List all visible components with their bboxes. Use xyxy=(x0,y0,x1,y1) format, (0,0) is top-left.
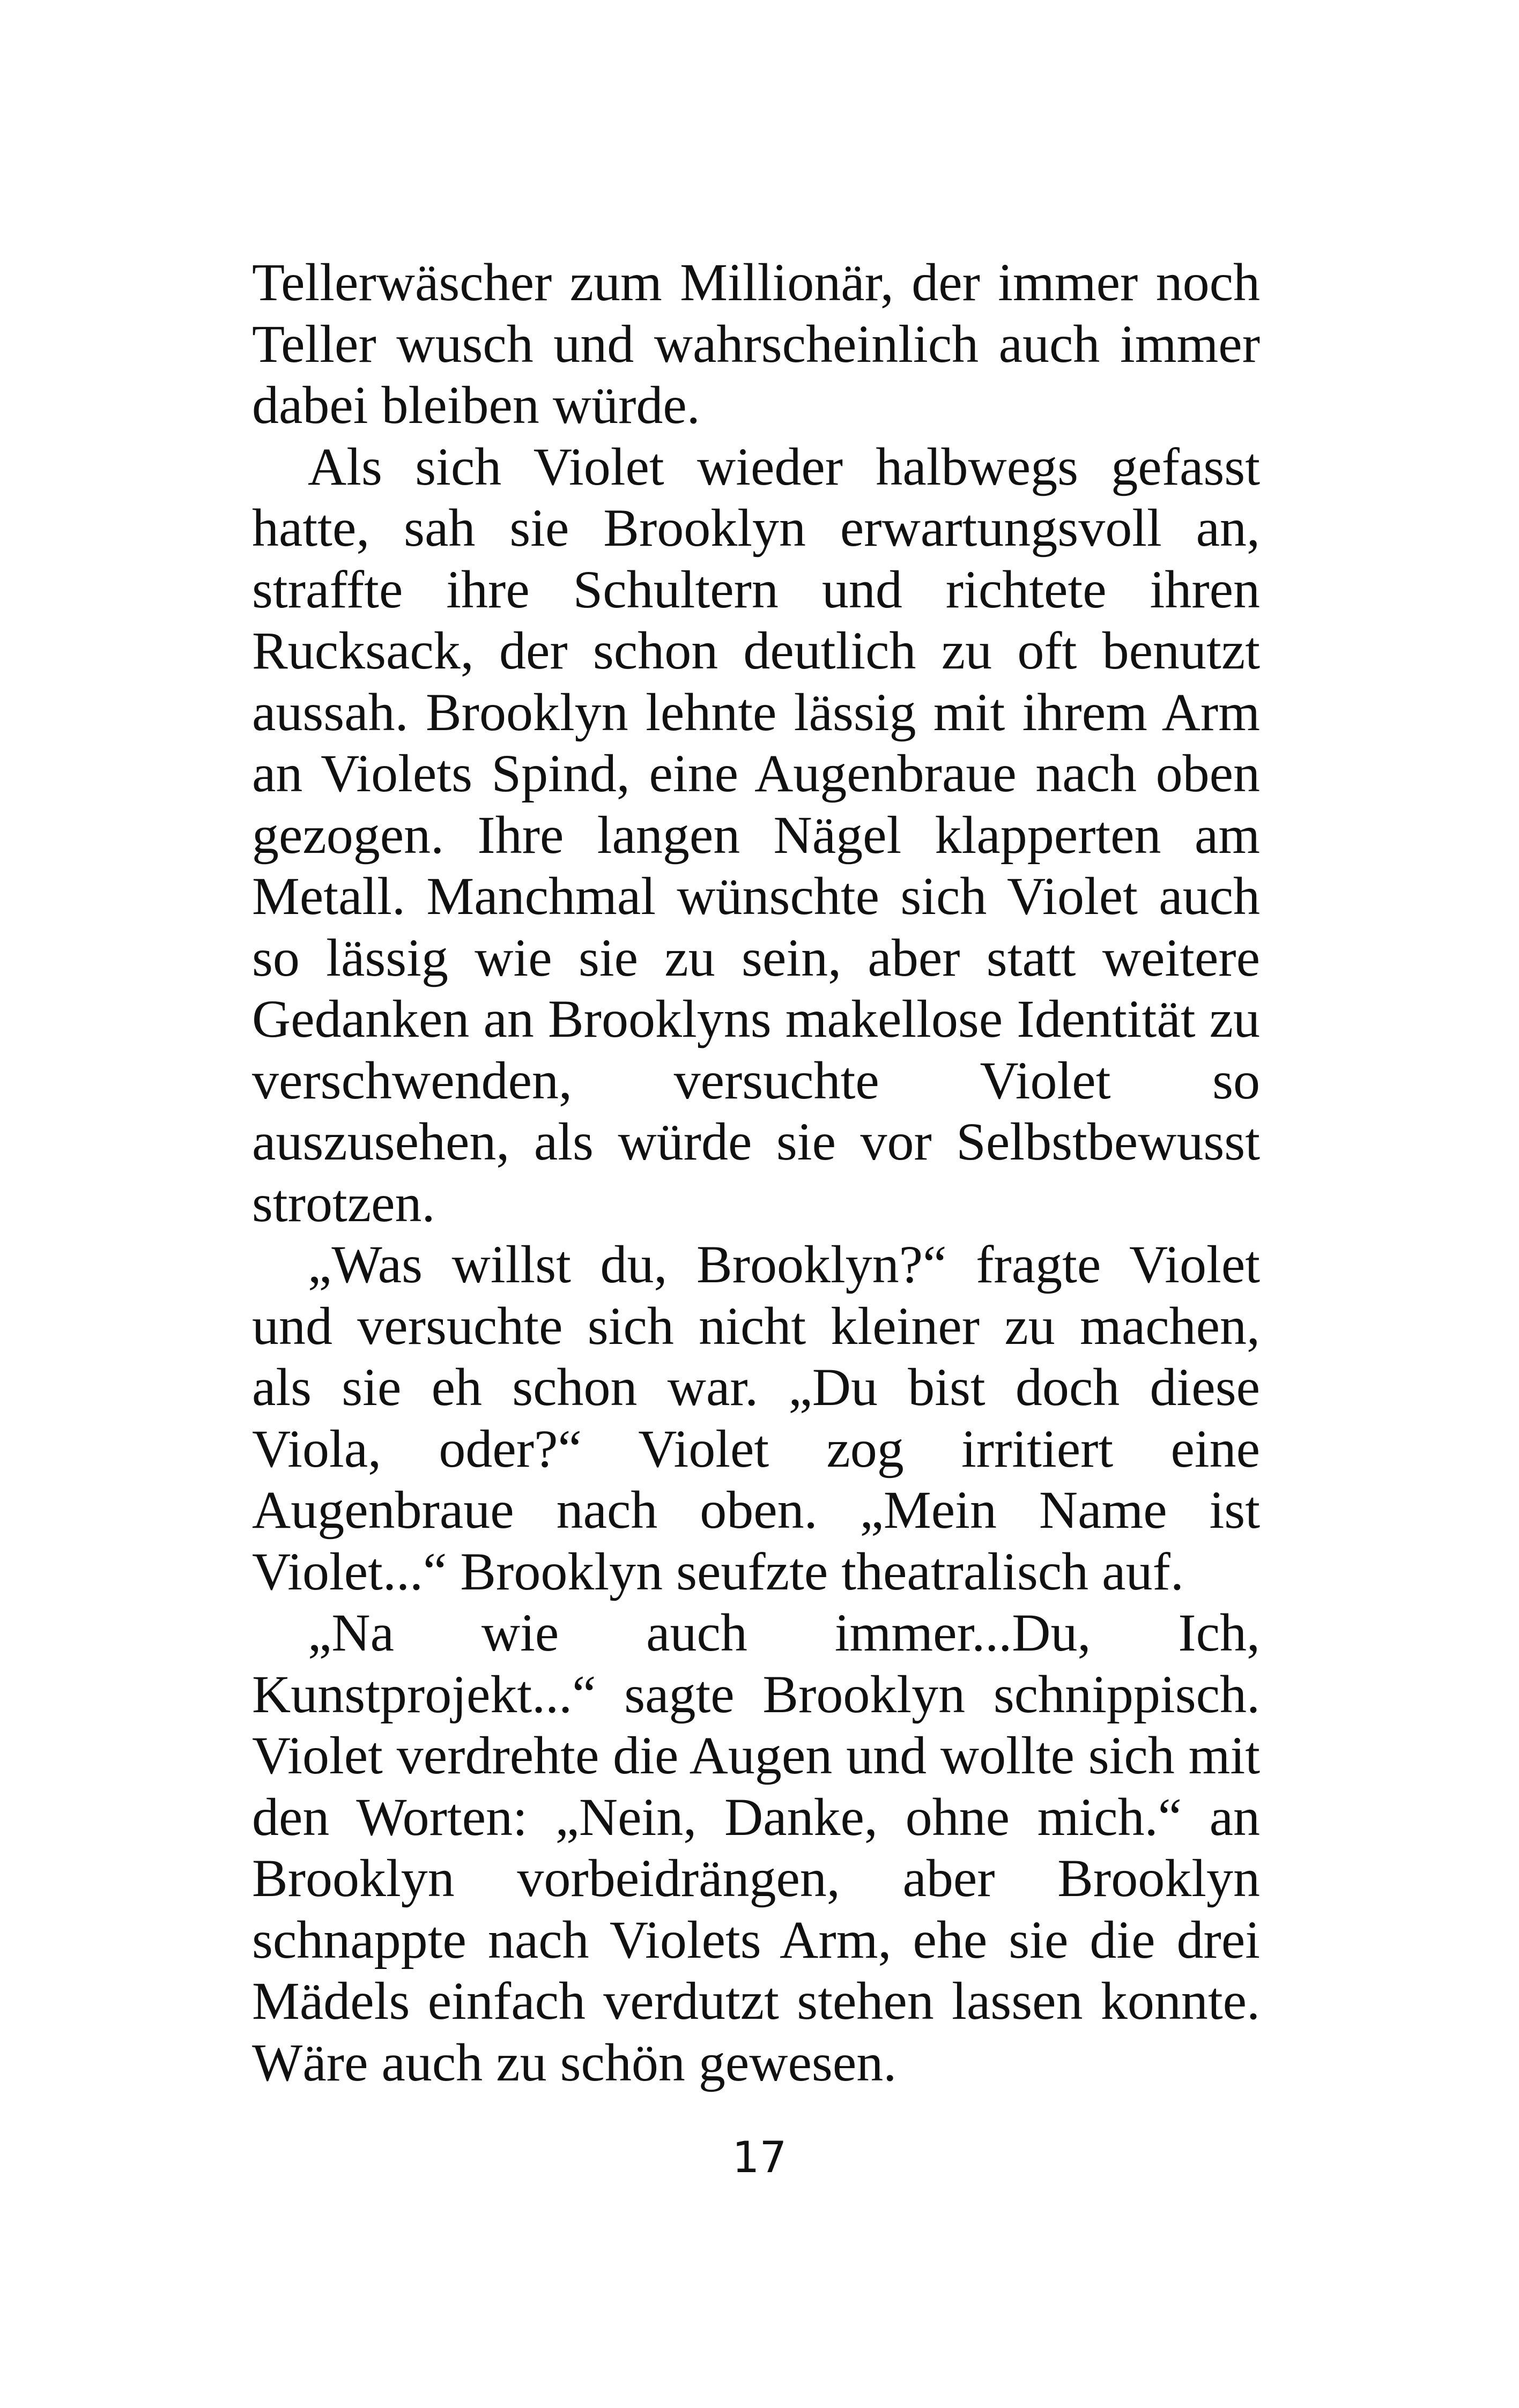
paragraph: Als sich Violet wieder halbwegs gefasst hatte, sah sie Brooklyn erwartungsvoll an, straffte ihre Schultern und richtete ihren Rucksack, der schon deutlich zu oft benutzt aussah. Brooklyn lehnte lässig mit ihrem Arm an Violets Spind, eine Augenbraue nach oben gezogen. Ihre langen Nägel klapperten am Metall. Manchmal wünschte sich Violet auch so lässig wie sie zu sein, aber statt weitere Gedanken an Brooklyns makellose Identität zu verschwenden, versuchte Violet so auszusehen, als würde sie vor Selbstbewusst strotzen. xyxy=(252,436,1260,1233)
paragraph-continuation: Tellerwäscher zum Millionär, der immer noch Teller wusch und wahrscheinlich auch immer dabei bleiben würde. xyxy=(252,252,1260,435)
paragraph: „Was willst du, Brooklyn?“ fragte Violet und versuchte sich nicht kleiner zu machen, als sie eh schon war. „Du bist doch diese Viola, oder?“ Violet zog irritiert eine Augenbraue nach oben. „Mein Name ist Violet...“ Brooklyn seufzte theatralisch auf. xyxy=(252,1235,1260,1601)
page-number: 17 xyxy=(732,2132,787,2182)
body-text xyxy=(252,252,1260,2093)
paragraph: „Na wie auch immer...Du, Ich, Kunstprojekt...“ sagte Brooklyn schnippisch. Violet verdrehte die Augen und wollte sich mit den Worten: „Nein, Danke, ohne mich.“ an Brooklyn vorbeidrängen, aber Brooklyn schnappte nach Violets Arm, ehe sie die drei Mädels einfach verdutzt stehen lassen konnte. Wäre auch zu schön gewesen. xyxy=(252,1603,1260,2092)
